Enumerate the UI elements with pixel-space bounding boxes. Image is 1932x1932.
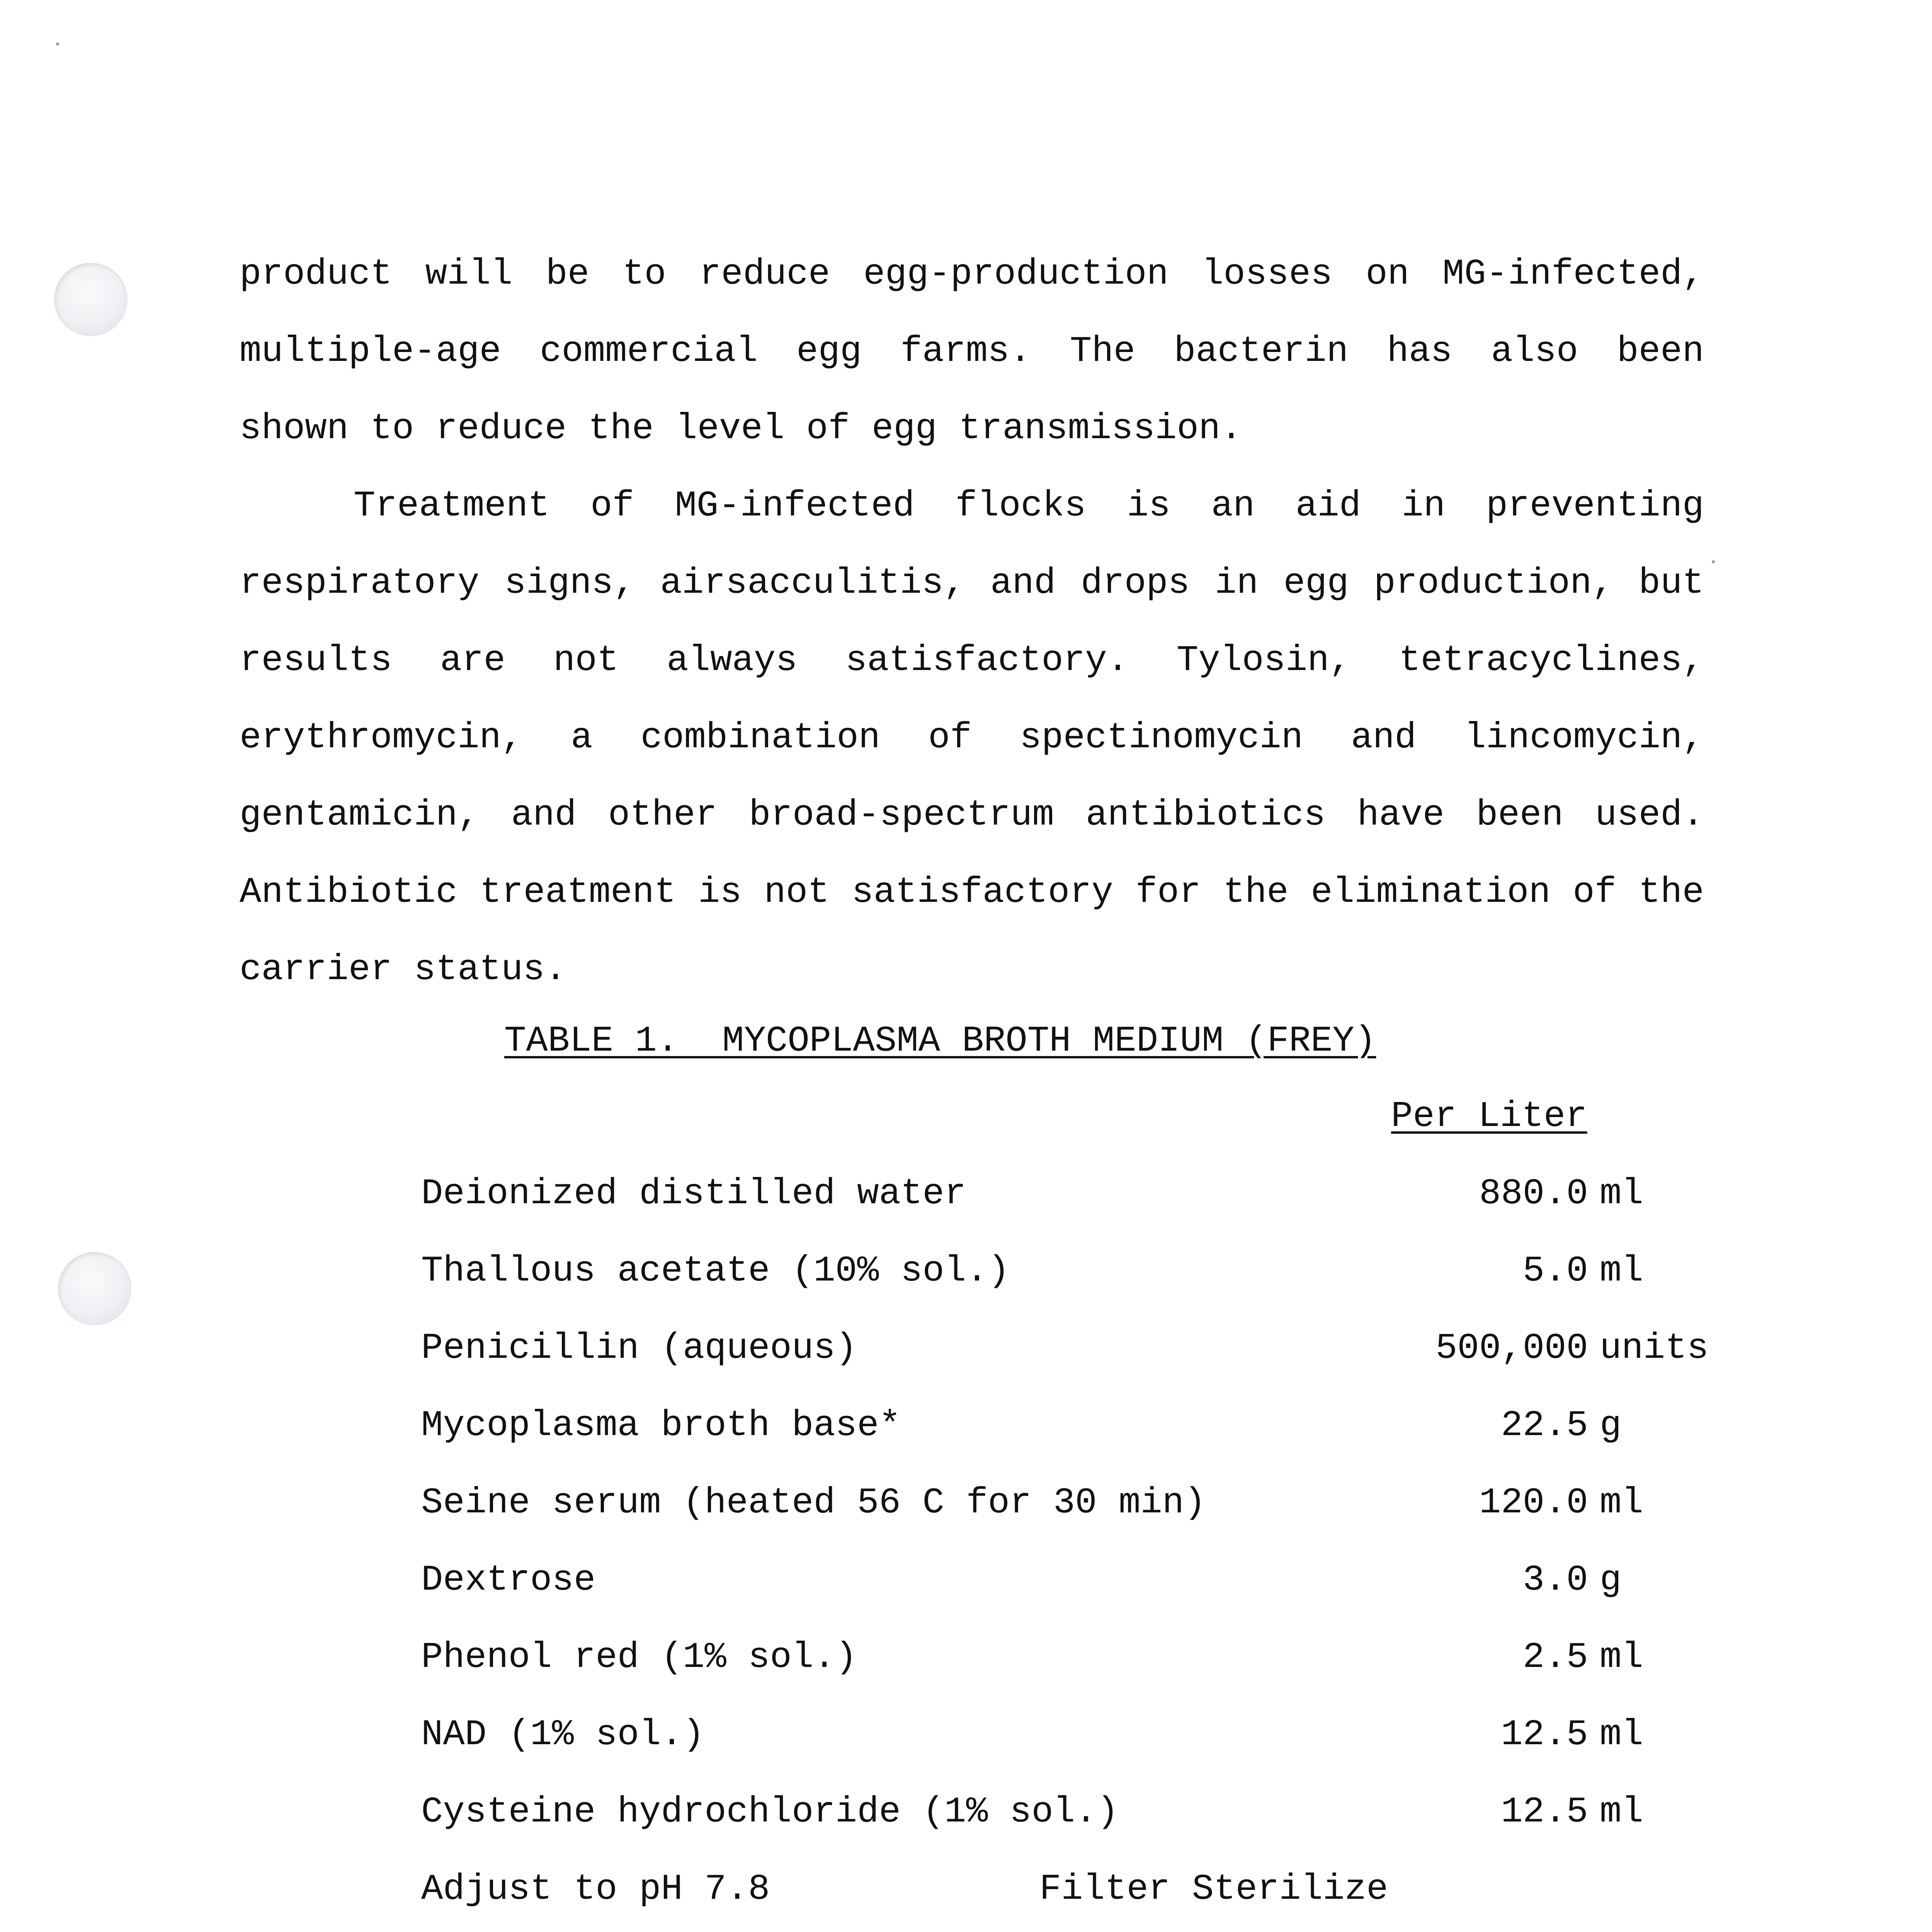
paragraph-2-line-6: Antibiotic treatment is not satisfactory for the elimination of the xyxy=(240,872,1704,913)
row-unit: g xyxy=(1600,1405,1622,1446)
table-column-header: Per Liter xyxy=(1391,1096,1587,1137)
table-adjust-note: Adjust to pH 7.8 xyxy=(421,1869,770,1910)
row-ingredient: Phenol red (1% sol.) xyxy=(421,1637,857,1678)
row-amount: 880.0 xyxy=(1479,1173,1588,1214)
paragraph-2-line-2: respiratory signs, airsacculitis, and drops in egg production, but xyxy=(240,563,1704,604)
table-row xyxy=(421,1250,1696,1293)
table-row xyxy=(421,1482,1696,1524)
row-amount: 22.5 xyxy=(1501,1405,1588,1446)
table-row xyxy=(421,1636,1696,1679)
row-amount: 12.5 xyxy=(1501,1792,1588,1833)
row-unit: ml xyxy=(1600,1173,1643,1214)
paragraph-2-line-7: carrier status. xyxy=(240,949,567,990)
row-unit: ml xyxy=(1600,1637,1643,1678)
table-row xyxy=(421,1327,1709,1370)
table-row xyxy=(421,1559,1696,1602)
row-ingredient: Seine serum (heated 56 C for 30 min) xyxy=(421,1483,1206,1524)
paragraph-1-line-3: shown to reduce the level of egg transmission. xyxy=(240,408,1242,449)
row-ingredient: Mycoplasma broth base* xyxy=(421,1405,901,1446)
table-row xyxy=(421,1405,1696,1447)
paragraph-2-line-5: gentamicin, and other broad-spectrum antibiotics have been used. xyxy=(240,795,1704,836)
table-row xyxy=(421,1173,1696,1215)
table-title: TABLE 1. MYCOPLASMA BROTH MEDIUM (FREY) xyxy=(504,1021,1376,1062)
row-unit: ml xyxy=(1600,1792,1643,1833)
paragraph-1-line-1: product will be to reduce egg-production losses on MG-infected, xyxy=(240,254,1704,295)
row-amount: 2.5 xyxy=(1522,1637,1588,1678)
paragraph-2-line-4: erythromycin, a combination of spectinomycin and lincomycin, xyxy=(240,718,1704,759)
row-unit: ml xyxy=(1600,1483,1643,1524)
row-amount: 5.0 xyxy=(1522,1251,1588,1292)
row-ingredient: Thallous acetate (10% sol.) xyxy=(421,1251,1010,1292)
scan-speck xyxy=(56,43,59,46)
paragraph-2-line-1: Treatment of MG-infected flocks is an aid in preventing xyxy=(354,486,1704,527)
scan-speck xyxy=(1712,560,1715,563)
row-ingredient: Cysteine hydrochloride (1% sol.) xyxy=(421,1792,1119,1833)
table-row xyxy=(421,1791,1696,1833)
row-amount: 120.0 xyxy=(1479,1483,1588,1524)
paragraph-1-line-2: multiple-age commercial egg farms. The bacterin has also been xyxy=(240,331,1704,372)
row-unit: g xyxy=(1600,1560,1622,1601)
row-unit: ml xyxy=(1600,1714,1643,1755)
row-unit: units xyxy=(1600,1328,1709,1369)
row-amount: 12.5 xyxy=(1501,1714,1588,1755)
row-ingredient: NAD (1% sol.) xyxy=(421,1714,705,1755)
row-ingredient: Deionized distilled water xyxy=(421,1173,966,1214)
row-ingredient: Dextrose xyxy=(421,1560,596,1601)
table-filter-note: Filter Sterilize xyxy=(1039,1869,1388,1910)
row-unit: ml xyxy=(1600,1251,1643,1292)
row-ingredient: Penicillin (aqueous) xyxy=(421,1328,857,1369)
punch-hole-middle xyxy=(58,1252,131,1325)
row-amount: 3.0 xyxy=(1522,1560,1588,1601)
paragraph-2-line-3: results are not always satisfactory. Tylosin, tetracyclines, xyxy=(240,640,1704,681)
table-row xyxy=(421,1714,1696,1756)
punch-hole-top xyxy=(54,263,128,336)
row-amount: 500,000 xyxy=(1435,1328,1588,1369)
